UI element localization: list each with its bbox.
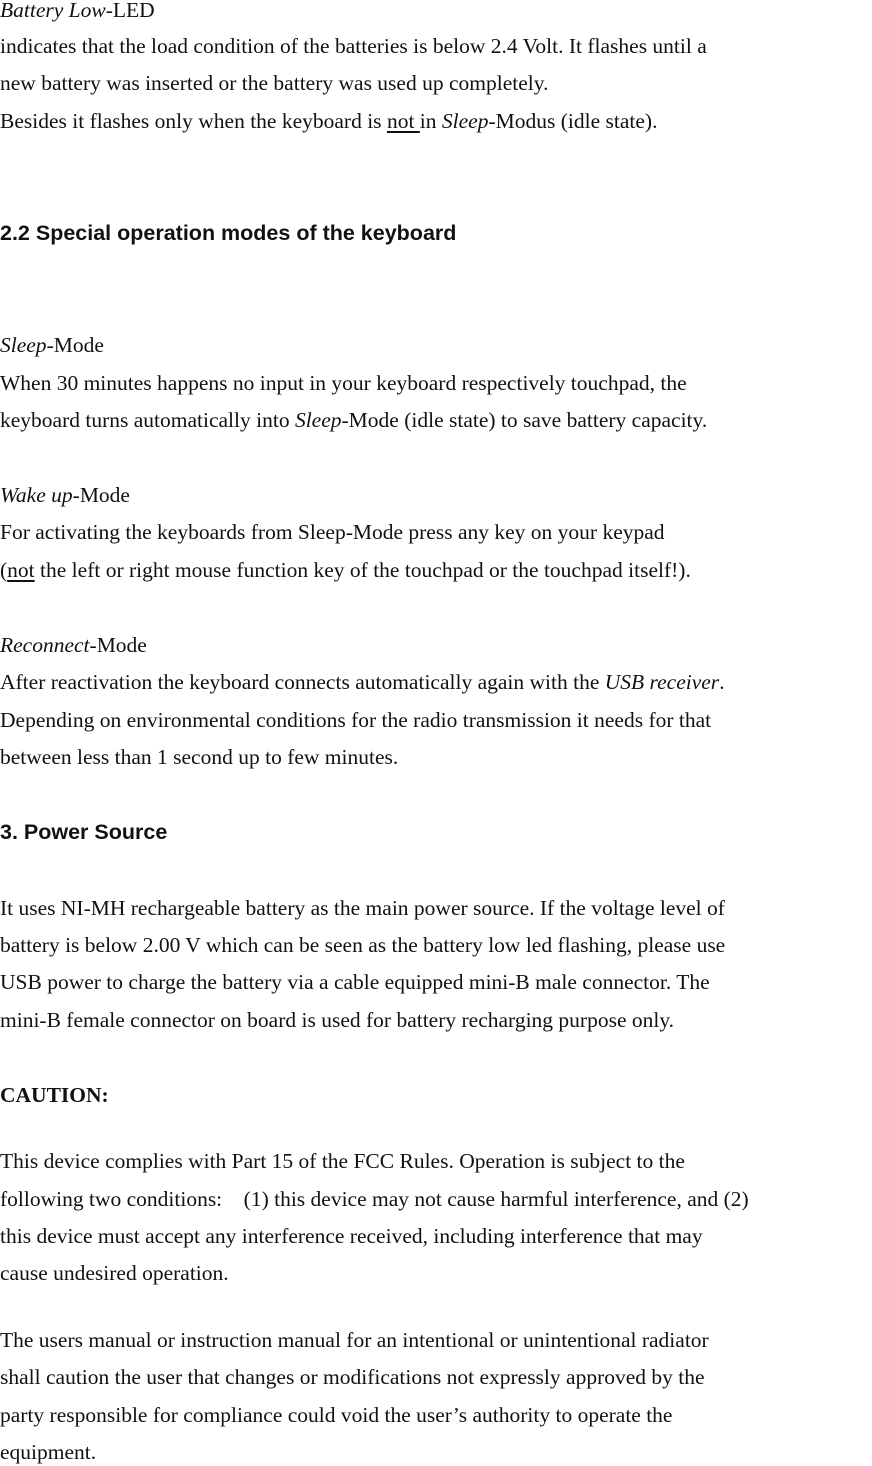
reconnect-mode-title-italic: Reconnect (0, 633, 90, 657)
wake-mode-line-2-not: not (7, 558, 35, 582)
battery-led-title-italic: Battery Low (0, 0, 106, 22)
sleep-mode-title-italic: Sleep (0, 333, 47, 357)
caution-para1-line-2: following two conditions: (1) this device may not cause harmful interference, and (2) (0, 1187, 749, 1211)
sleep-mode-line-2 (0, 406, 707, 434)
sleep-mode-title-rest: -Mode (46, 333, 104, 357)
wake-mode-title-rest: -Mode (72, 483, 130, 507)
power-source-line-1: It uses NI-MH rechargeable battery as the main power source. If the voltage level of (0, 896, 725, 920)
power-source-line-2: battery is below 2.00 V which can be seen as the battery low led flashing, please use (0, 933, 726, 957)
caution-para1-line-4: cause undesired operation. (0, 1261, 229, 1285)
section-3-heading: 3. Power Source (0, 820, 168, 844)
caution-heading: CAUTION: (0, 1083, 109, 1107)
reconnect-mode-line-1-usb: USB receiver (604, 670, 720, 694)
reconnect-mode-line-2: Depending on environmental conditions for the radio transmission it needs for that (0, 708, 712, 732)
sleep-mode-line-2-a: keyboard turns automatically into (0, 408, 295, 432)
sleep-mode-line-2-b: -Mode (idle state) to save battery capacity. (341, 408, 708, 432)
wake-mode-line-2 (0, 556, 691, 584)
caution-para2-line-1: The users manual or instruction manual for an intentional or unintentional radiator (0, 1328, 709, 1352)
reconnect-mode-line-1-b: . (719, 670, 725, 694)
wake-mode-title (0, 481, 130, 509)
wake-mode-title-italic: Wake up (0, 483, 73, 507)
reconnect-mode-line-3: between less than 1 second up to few minutes. (0, 745, 399, 769)
battery-line-3-not: not (386, 109, 420, 133)
reconnect-mode-title-rest: -Mode (89, 633, 147, 657)
sleep-mode-title (0, 331, 104, 359)
battery-led-title (0, 0, 155, 24)
power-source-line-3: USB power to charge the battery via a cable equipped mini-B male connector. The (0, 970, 710, 994)
section-2-2-heading: 2.2 Special operation modes of the keyboard (0, 221, 457, 245)
caution-para2-line-2: shall caution the user that changes or modifications not expressly approved by the (0, 1365, 705, 1389)
power-source-line-4: mini-B female connector on board is used for battery recharging purpose only. (0, 1008, 675, 1032)
wake-mode-line-2-a: ( (0, 558, 8, 582)
battery-line-3-b: in (419, 109, 442, 133)
reconnect-mode-line-1 (0, 668, 725, 696)
reconnect-mode-line-1-a: After reactivation the keyboard connects automatically again with the (0, 670, 605, 694)
reconnect-mode-title (0, 631, 147, 659)
battery-line-3-sleep: Sleep (441, 109, 489, 133)
battery-line-3-a: Besides it flashes only when the keyboard is (0, 109, 387, 133)
battery-line-1: indicates that the load condition of the batteries is below 2.4 Volt. It flashes until a (0, 34, 707, 58)
wake-mode-line-1: For activating the keyboards from Sleep-Mode press any key on your keypad (0, 520, 665, 544)
wake-mode-line-2-b: the left or right mouse function key of the touchpad or the touchpad itself!). (34, 558, 691, 582)
caution-para2-line-3: party responsible for compliance could void the user’s authority to operate the (0, 1403, 673, 1427)
battery-led-title-rest: -LED (105, 0, 155, 22)
caution-para2-line-4: equipment. (0, 1440, 97, 1464)
caution-para1-line-3: this device must accept any interference received, including interference that may (0, 1224, 703, 1248)
sleep-mode-line-2-sleep: Sleep (294, 408, 342, 432)
battery-line-3-c: -Modus (idle state). (488, 109, 658, 133)
caution-para1-line-1: This device complies with Part 15 of the FCC Rules. Operation is subject to the (0, 1149, 685, 1173)
battery-line-2: new battery was inserted or the battery was used up completely. (0, 71, 549, 95)
sleep-mode-line-1: When 30 minutes happens no input in your keyboard respectively touchpad, the (0, 371, 687, 395)
battery-line-3 (0, 107, 657, 135)
